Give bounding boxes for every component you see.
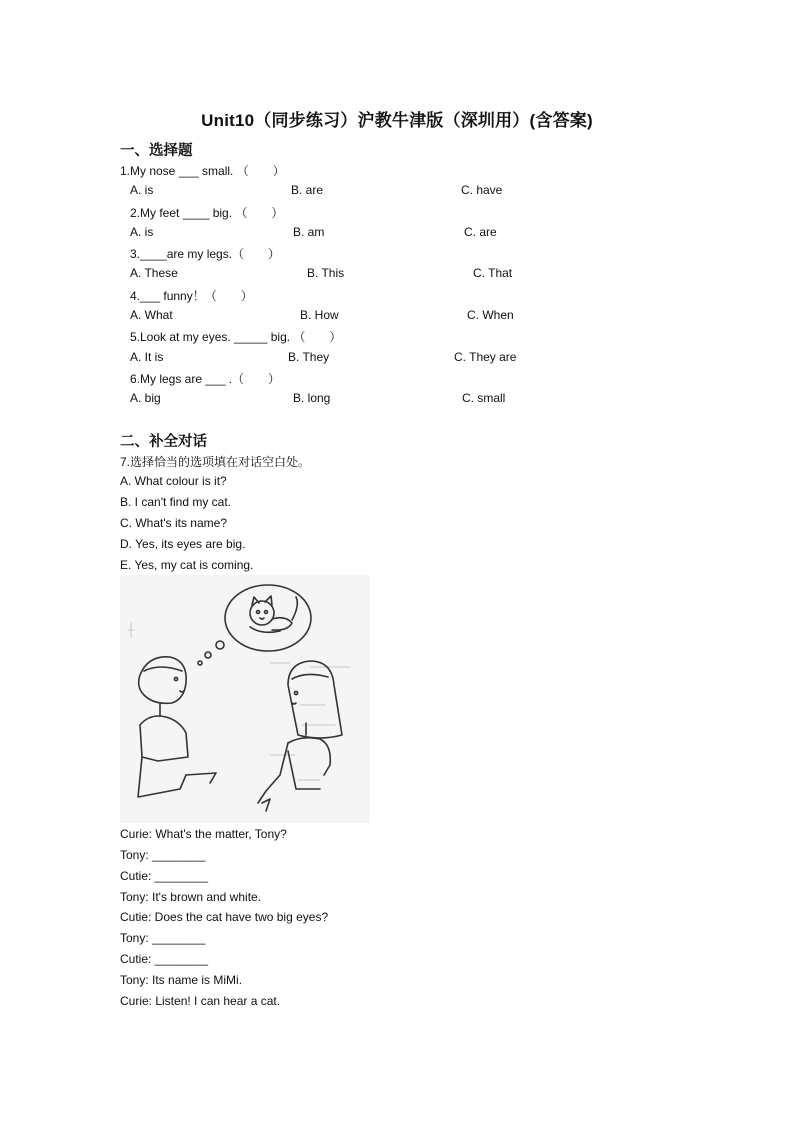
choice-d: D. Yes, its eyes are big. [120,537,246,551]
question-4-stem: 4.___ funny！（ ） [130,289,253,303]
question-6-stem: 6.My legs are ___ .（ ） [130,372,281,386]
choice-b: B. I can't find my cat. [120,495,231,509]
dialogue-line-8: Tony: Its name is MiMi. [120,973,243,987]
section-heading-choice: 一、选择题 [120,143,193,159]
question-1-option-c: C. have [461,183,503,197]
question-6-option-b: B. long [293,391,331,405]
question-6-option-a: A. big [130,391,161,405]
choice-c: C. What's its name? [120,516,227,530]
question-2-option-a: A. is [130,225,154,239]
question-5-option-c: C. They are [454,350,517,364]
dialogue-line-7: Cutie: ________ [120,952,209,966]
dialogue-line-5: Cutie: Does the cat have two big eyes? [120,910,329,924]
boy-girl-thinking-of-cat-illustration [120,575,370,823]
dialogue-line-4: Tony: It's brown and white. [120,890,262,904]
section-heading-dialogue: 二、补全对话 [120,434,207,450]
page-title: Unit10（同步练习）沪教牛津版（深圳用）(含答案) [201,111,593,130]
dialogue-line-3: Cutie: ________ [120,869,209,883]
question-1-option-a: A. is [130,183,154,197]
question-5-option-b: B. They [288,350,330,364]
question-3-stem: 3.____are my legs.（ ） [130,247,281,261]
question-5-stem: 5.Look at my eyes. _____ big. （ ） [130,330,342,344]
question-5-option-a: A. It is [130,350,164,364]
choice-a: A. What colour is it? [120,474,227,488]
dialogue-line-9: Curie: Listen! I can hear a cat. [120,994,281,1008]
dialogue-line-2: Tony: ________ [120,848,206,862]
question-6-option-c: C. small [462,391,506,405]
dialogue-line-1: Curie: What's the matter, Tony? [120,827,287,841]
question-4-option-b: B. How [300,308,339,322]
question-1-option-b: B. are [291,183,324,197]
question-4-option-a: A. What [130,308,173,322]
question-3-option-c: C. That [473,266,513,280]
question-3-option-a: A. These [130,266,178,280]
choice-e: E. Yes, my cat is coming. [120,558,254,572]
question-2-option-c: C. are [464,225,497,239]
dialogue-line-6: Tony: ________ [120,931,206,945]
question-1-stem: 1.My nose ___ small. （ ） [120,164,285,178]
question-2-option-b: B. am [293,225,325,239]
question-4-option-c: C. When [467,308,514,322]
question-3-option-b: B. This [307,266,345,280]
dialogue-instruction: 7.选择恰当的选项填在对话空白处。 [120,455,311,469]
question-2-stem: 2.My feet ____ big. （ ） [130,206,284,220]
